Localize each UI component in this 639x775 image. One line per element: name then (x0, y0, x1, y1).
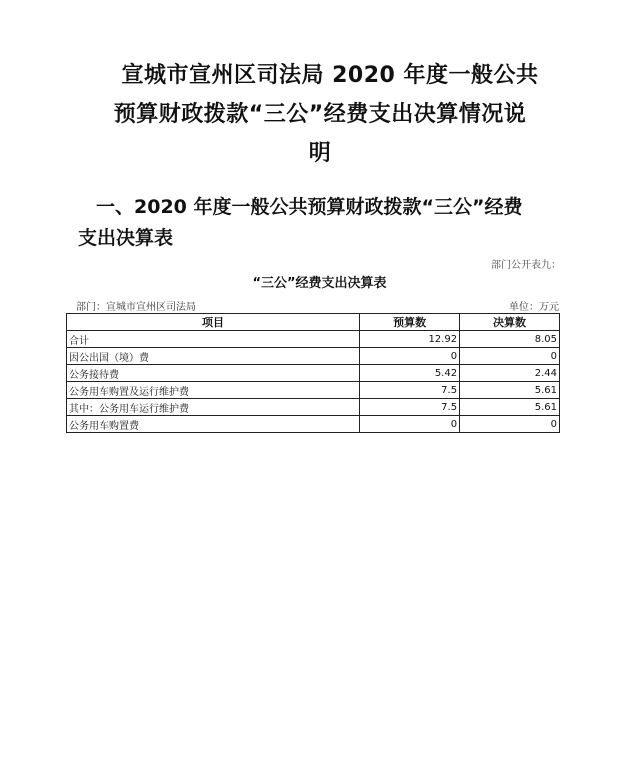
header-actual: 决算数 (460, 314, 560, 331)
table-row (67, 399, 560, 416)
table-row (67, 331, 560, 348)
row-budget: 0 (360, 416, 460, 433)
row-item: 合计 (67, 331, 360, 348)
section-heading-line-2: 支出决算表 (78, 227, 174, 249)
table-row (67, 365, 560, 382)
row-item: 公务用车购置及运行维护费 (67, 382, 360, 399)
section-heading (78, 192, 558, 254)
row-actual: 8.05 (460, 331, 560, 348)
row-item: 其中：公务用车运行维护费 (67, 399, 360, 416)
title-line-2: 预算财政拨款“三公”经费支出决算情况说 (113, 102, 527, 127)
department-label: 部门：宣城市宣州区司法局 (76, 302, 196, 313)
row-budget: 5.42 (360, 365, 460, 382)
row-actual: 5.61 (460, 399, 560, 416)
row-actual: 0 (460, 348, 560, 365)
row-budget: 7.5 (360, 382, 460, 399)
row-actual: 0 (460, 416, 560, 433)
row-budget: 7.5 (360, 399, 460, 416)
table-note: 部门公开表九： (491, 260, 561, 271)
expense-table (66, 313, 560, 433)
table-row (67, 382, 560, 399)
row-actual: 2.44 (460, 365, 560, 382)
header-item: 项目 (67, 314, 360, 331)
document-title (80, 56, 560, 173)
header-budget: 预算数 (360, 314, 460, 331)
title-line-1: 宣城市宣州区司法局 2020 年度一般公共 (121, 63, 539, 88)
row-actual: 5.61 (460, 382, 560, 399)
table-row (67, 416, 560, 433)
row-budget: 12.92 (360, 331, 460, 348)
row-item: 公务用车购置费 (67, 416, 360, 433)
row-item: 因公出国（境）费 (67, 348, 360, 365)
title-line-3: 明 (308, 141, 332, 166)
row-budget: 0 (360, 348, 460, 365)
section-heading-line-1: 一、2020 年度一般公共预算财政拨款“三公”经费 (96, 196, 523, 218)
table-row (67, 348, 560, 365)
table-title: “三公”经费支出决算表 (252, 276, 387, 291)
table-header-row (67, 314, 560, 331)
unit-label: 单位：万元 (509, 302, 559, 313)
row-item: 公务接待费 (67, 365, 360, 382)
